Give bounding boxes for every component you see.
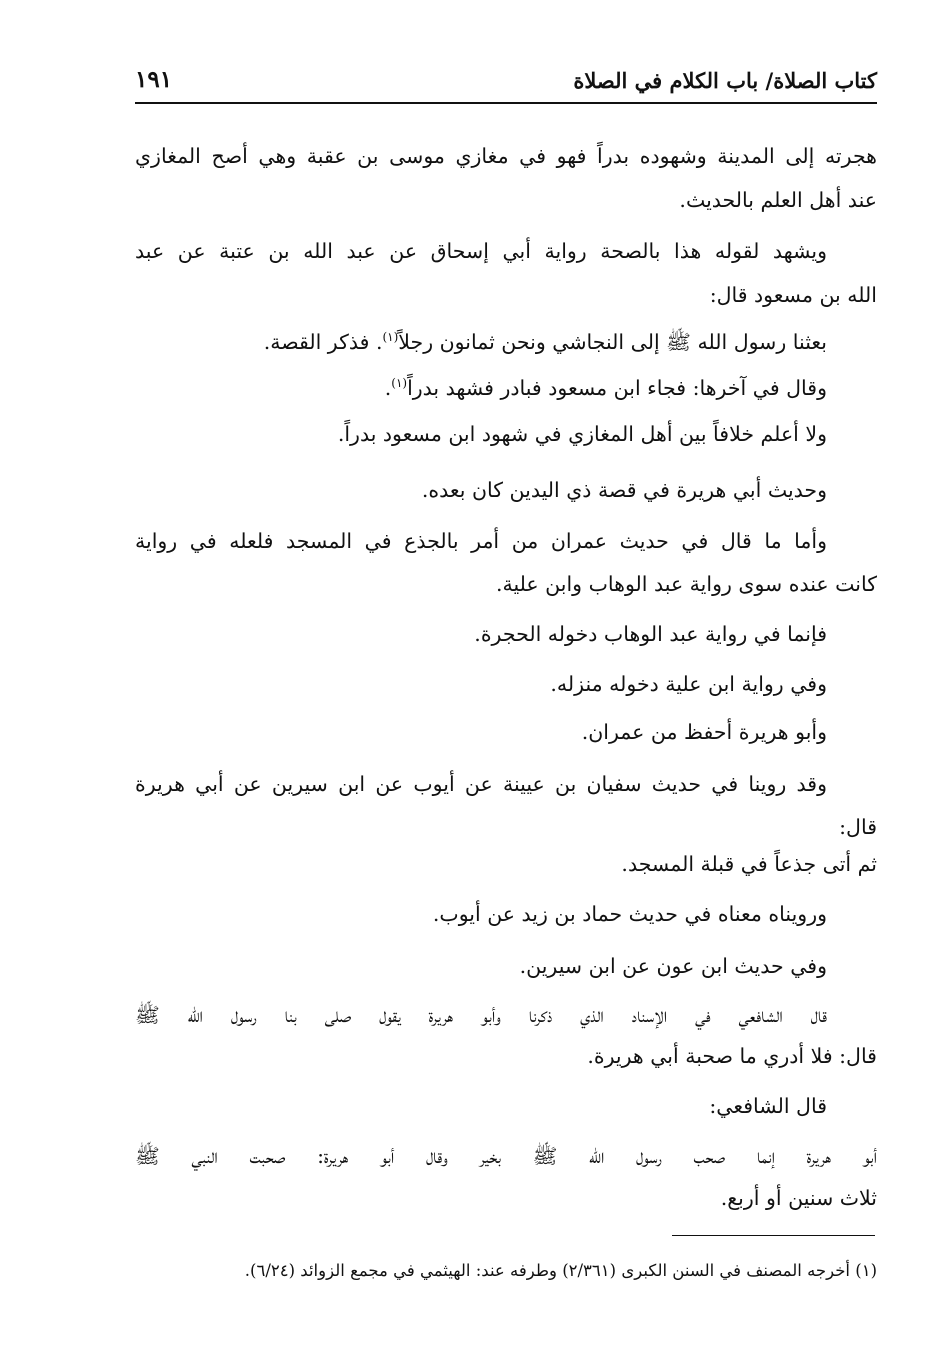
footnote-marker: (١) — [382, 330, 399, 345]
text-segment: بعثنا رسول الله ﷺ إلى النجاشي ونحن ثمانون رجلاً — [398, 330, 827, 354]
text-line: قال الشافعي: — [709, 1094, 827, 1118]
page-number: ١٩١ — [135, 66, 173, 93]
text-line: وفي حديث ابن عون عن ابن سيرين. — [519, 954, 827, 978]
text-line: أبو هريرة إنما صحب رسول الله ﷺ بخير وقال أبو هريرة: صحبت النبي ﷺ — [135, 1144, 877, 1168]
text-line: وأبو هريرة أحفظ من عمران. — [581, 720, 827, 744]
text-line: هجرته إلى المدينة وشهوده بدراً فهو في مغازي موسى بن عقبة وهي أصح المغازي — [135, 144, 877, 168]
footnote-separator — [672, 1235, 875, 1236]
running-title: كتاب الصلاة/ باب الكلام في الصلاة — [573, 68, 877, 93]
text-line: ولا أعلم خلافاً بين أهل المغازي في شهود ابن مسعود بدراً. — [337, 422, 827, 446]
text-line: قال الشافعي في الإسناد الذي ذكرنا وأبو هريرة يقول صلى بنا رسول الله ﷺ — [135, 1003, 827, 1027]
text-line: ويشهد لقوله هذا بالصحة رواية أبي إسحاق عن عبد الله بن عتبة عن عبد — [135, 239, 827, 263]
text-line: ثم أتى جذعاً في قبلة المسجد. — [621, 852, 877, 876]
text-line: فإنما في رواية عبد الوهاب دخوله الحجرة. — [474, 622, 827, 646]
text-line: قال: — [839, 815, 877, 839]
text-segment: . فذكر القصة. — [263, 330, 383, 354]
text-line — [135, 320, 827, 364]
text-line — [135, 366, 827, 410]
text-line: كانت عنده سوى رواية عبد الوهاب وابن علية. — [495, 572, 877, 596]
page-header — [135, 58, 877, 104]
text-line: وفي رواية ابن علية دخوله منزله. — [550, 672, 827, 696]
text-segment: وقال في آخرها: فجاء ابن مسعود فبادر فشهد بدراً — [407, 376, 827, 400]
text-line: عند أهل العلم بالحديث. — [679, 188, 877, 212]
text-segment: . — [384, 376, 392, 400]
text-line: وأما ما قال في حديث عمران من أمر بالجذع في المسجد فلعله في رواية — [135, 529, 827, 553]
text-line: ورويناه معناه في حديث حماد بن زيد عن أيوب. — [432, 902, 827, 926]
footnote: (١) أخرجه المصنف في السنن الكبرى (٢/٣٦١) وطرفه عند: الهيثمي في مجمع الزوائد (٦/٢٤). — [244, 1261, 877, 1280]
footnote-marker: (١) — [391, 376, 408, 391]
text-line: الله بن مسعود قال: — [709, 283, 877, 307]
text-line: ثلاث سنين أو أربع. — [720, 1186, 877, 1210]
text-line: وقد روينا في حديث سفيان بن عيينة عن أيوب عن ابن سيرين عن أبي هريرة — [135, 772, 827, 796]
text-line: قال: فلا أدري ما صحبة أبي هريرة. — [587, 1044, 877, 1068]
text-line: وحديث أبي هريرة في قصة ذي اليدين كان بعده. — [421, 478, 827, 502]
